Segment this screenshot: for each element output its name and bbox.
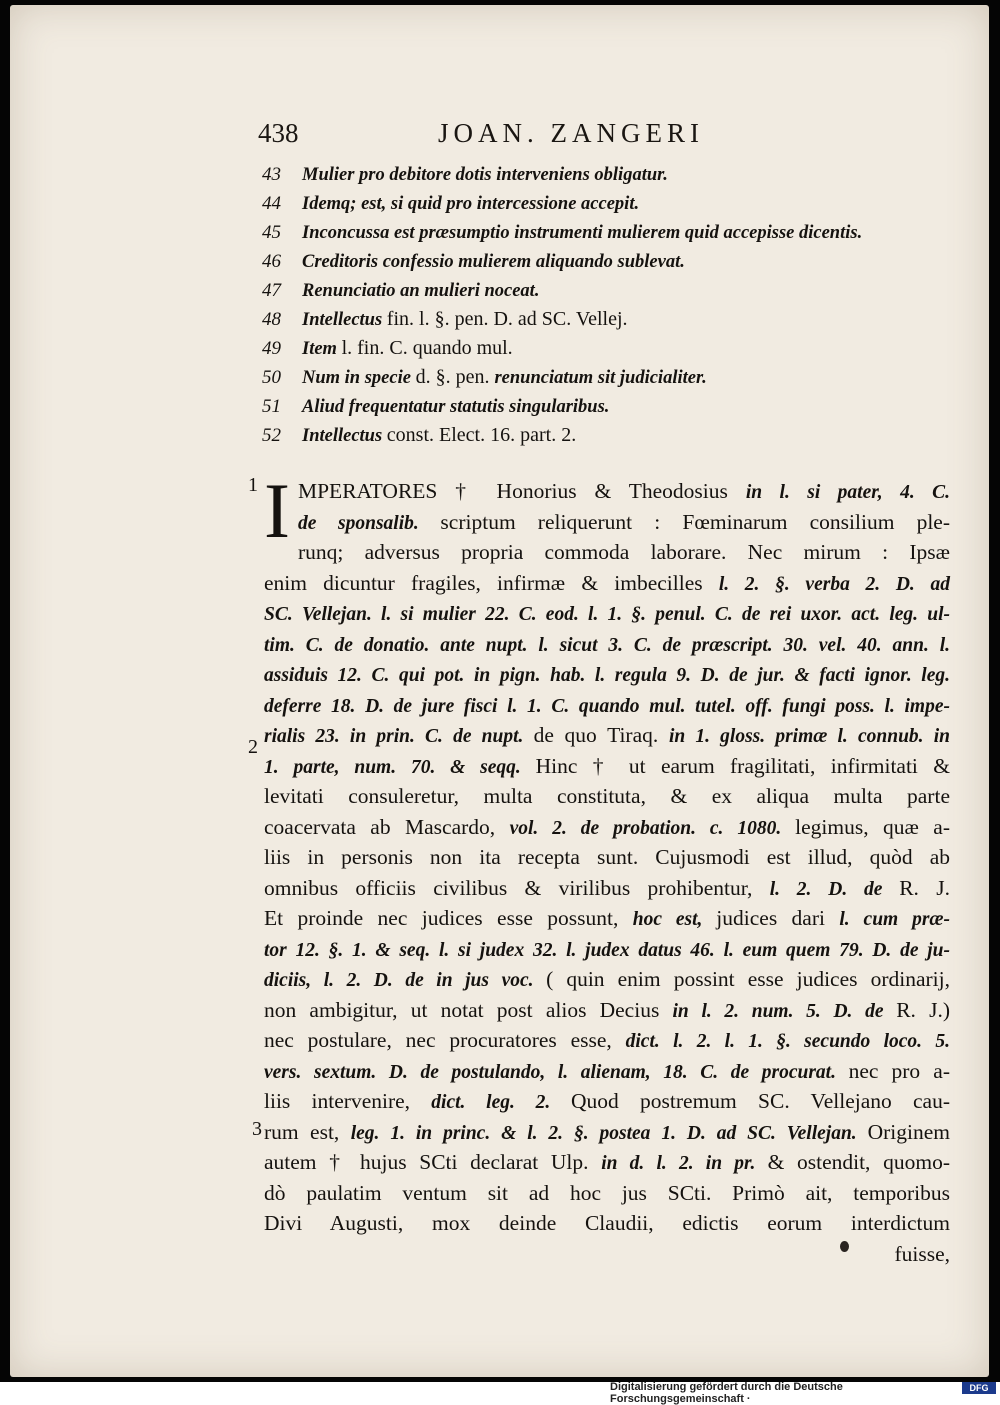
text-span: nec postulare, nec procuratores esse, [264,1028,626,1052]
text-span: tim. C. de donatio. ante nupt. l. sicut 3. C. de præscript. 30. vel. 40. ann. l. [264,634,950,656]
text-span: R. J.) [896,997,950,1022]
running-head [258,118,948,154]
text-line [264,1117,950,1148]
text-line [264,537,950,568]
summary-text: fin. l. §. pen. D. ad SC. Vellej. [386,308,628,330]
summary-item [262,305,962,334]
text-span: in l. 2. num. 5. D. de [672,1000,897,1022]
text-line [264,934,950,965]
text-span: MPERATORES † Honorius & Theodosius [297,479,746,503]
text-span: rialis 23. in prin. C. de nupt. [264,726,534,747]
text-span: nec pro a- [848,1058,950,1083]
text-span: non ambigitur, ut notat post alios Decius [264,997,673,1022]
text-span: diciis, l. 2. D. de in jus voc. [264,970,547,991]
summary-item [262,218,962,247]
text-span: Quod postremum SC. Vellejano cau- [571,1089,950,1113]
text-line [264,964,950,995]
text-span: in l. si pater, 4. C. [745,482,951,503]
text-line [264,507,950,538]
footer-credit: Digitalisierung gefördert durch die Deutsche Forschungsgemeinschaft · [610,1381,843,1405]
summary-number: 48 [262,309,281,330]
margin-note: 3 [252,1118,262,1140]
text-line [264,568,950,599]
text-span: l. 2. D. de [769,878,900,900]
text-span: vol. 2. de probation. c. 1080. [509,817,796,839]
summary-text: Num in specie [302,368,416,388]
text-span: dò paulatim ventum sit ad hoc jus SCti. Primò ait, temporibus [264,1180,950,1205]
text-span: liis in personis non ita recepta sunt. Cujusmodi est illud, quòd ab [264,845,950,869]
text-line [264,720,950,751]
text-line [264,781,950,812]
summary-number: 49 [262,338,281,359]
summary-text: Renunciatio an mulieri noceat. [302,281,540,301]
summary-text: Creditoris confessio mulierem aliquando sublevat. [302,252,685,272]
text-line [264,1056,950,1087]
summary-item [262,160,962,189]
margin-note: 1 [248,474,258,496]
text-span: rum est, [264,1119,351,1144]
summary-text: renunciatum sit judicialiter. [494,368,707,388]
text-span: in d. l. 2. in pr. [601,1153,768,1174]
text-span: judices dari [716,906,840,930]
margin-note: 2 [248,736,258,758]
text-span: in 1. gloss. primæ l. connub. in [668,726,950,747]
text-span: l. cum præ- [839,909,951,930]
text-line [264,1086,950,1117]
summary-text: Intellectus [302,310,387,330]
summary-list [262,160,962,450]
summary-number: 46 [262,251,281,272]
text-span: de quo Tiraq. [533,723,669,747]
text-span: levitati consuleretur, multa constituta, & ex aliqua multa parte [264,784,950,808]
text-span: 1. parte, num. 70. & seqq. [264,756,536,778]
text-span: liis intervenire, [264,1089,432,1113]
page-number: 438 [258,118,299,148]
summary-text: const. Elect. 16. part. 2. [386,424,577,446]
text-line [264,873,950,904]
text-span: enim dicuntur fragiles, infirmæ & imbecilles [264,570,719,595]
ink-spot [840,1241,849,1252]
text-line [264,629,950,660]
text-line [264,1178,950,1209]
summary-text: Aliud frequentatur statutis singularibus. [302,397,610,417]
text-span: ( quin enim possint esse judices ordinarij, [546,967,950,991]
text-span: R. J. [899,875,950,900]
text-span: Et proinde nec judices esse possunt, [264,906,633,930]
text-line [264,812,950,843]
text-span: omnibus officiis civilibus & virilibus prohibentur, [264,875,770,900]
summary-number: 50 [262,367,281,388]
text-line [264,995,950,1026]
text-line [264,476,950,507]
running-title: JOAN. ZANGERI [438,118,704,148]
text-span: hoc est, [632,909,717,930]
text-span: leg. 1. in princ. & l. 2. §. postea 1. D. ad SC. Vellejan. [350,1122,868,1144]
text-span: deferre 18. D. de jure fisci l. 1. C. quando mul. tutel. off. fungi poss. l. impe- [264,695,950,717]
text-span: autem † hujus SCti declarat Ulp. [264,1150,602,1174]
text-span: tor 12. §. 1. & seq. l. si judex 32. l. judex datus 46. l. eum quem 79. D. de ju- [264,939,950,961]
text-span: runq; adversus propria commoda laborare. Nec mirum : Ipsæ [297,540,950,564]
summary-number: 52 [262,425,281,446]
text-span: vers. sextum. D. de postulando, l. alienam, 18. C. de procurat. [264,1061,849,1083]
main-text [264,467,951,1269]
text-span: scriptum reliquerunt : Fœminarum consilium ple- [440,509,951,534]
text-line [264,1147,950,1178]
text-span: fuisse, [894,1241,950,1266]
summary-item [262,421,962,450]
footer-bar [610,1381,1000,1405]
text-span: Divi Augusti, mox deinde Claudii, edictis eorum interdictum [264,1211,950,1235]
text-line [264,1208,950,1239]
summary-text: Item [302,339,342,359]
text-span: SC. Vellejan. l. si mulier 22. C. eod. l. 1. §. penul. C. de rei uxor. act. leg. ul- [264,604,950,625]
summary-text: l. fin. C. quando mul. [341,337,513,359]
summary-item [262,334,962,363]
text-span: coacervata ab Mascardo, [264,814,510,839]
dfg-logo: DFG [962,1382,996,1394]
summary-number: 44 [262,193,281,214]
summary-item [262,247,962,276]
text-span: Originem [867,1119,950,1144]
summary-text: Idemq; est, si quid pro intercessione accepit. [302,194,640,214]
summary-text: Inconcussa est præsumptio instrumenti mulierem quid accepisse dicentis. [302,223,863,243]
text-line [264,842,950,873]
summary-text: Mulier pro debitore dotis interveniens obligatur. [302,165,668,185]
summary-item [262,363,962,392]
summary-item [262,276,962,305]
text-span: Hinc † ut earum fragilitati, infirmitati & [535,753,950,778]
summary-number: 45 [262,222,281,243]
summary-item [262,189,962,218]
text-span: & ostendit, quomo- [767,1150,950,1174]
text-span: dict. l. 2. l. 1. §. secundo loco. 5. [625,1031,950,1052]
summary-item [262,392,962,421]
text-span: assiduis 12. C. qui pot. in pign. hab. l. regula 9. D. de jur. & facti ignor. leg. [264,665,950,686]
drop-cap: I [264,467,290,554]
text-line [264,659,950,690]
summary-text: Intellectus [302,426,387,446]
summary-text: d. §. pen. [415,366,495,388]
summary-number: 43 [262,164,281,185]
text-span: legimus, quæ a- [795,814,950,839]
text-line [264,598,950,629]
text-span: dict. leg. 2. [431,1092,571,1113]
text-line [264,1025,950,1056]
text-line [264,903,950,934]
text-span: l. 2. §. verba 2. D. ad [718,573,950,595]
text-span: de sponsalib. [297,512,441,534]
text-line [264,751,950,782]
summary-number: 51 [262,396,281,417]
summary-number: 47 [262,280,281,301]
text-line [264,690,950,721]
